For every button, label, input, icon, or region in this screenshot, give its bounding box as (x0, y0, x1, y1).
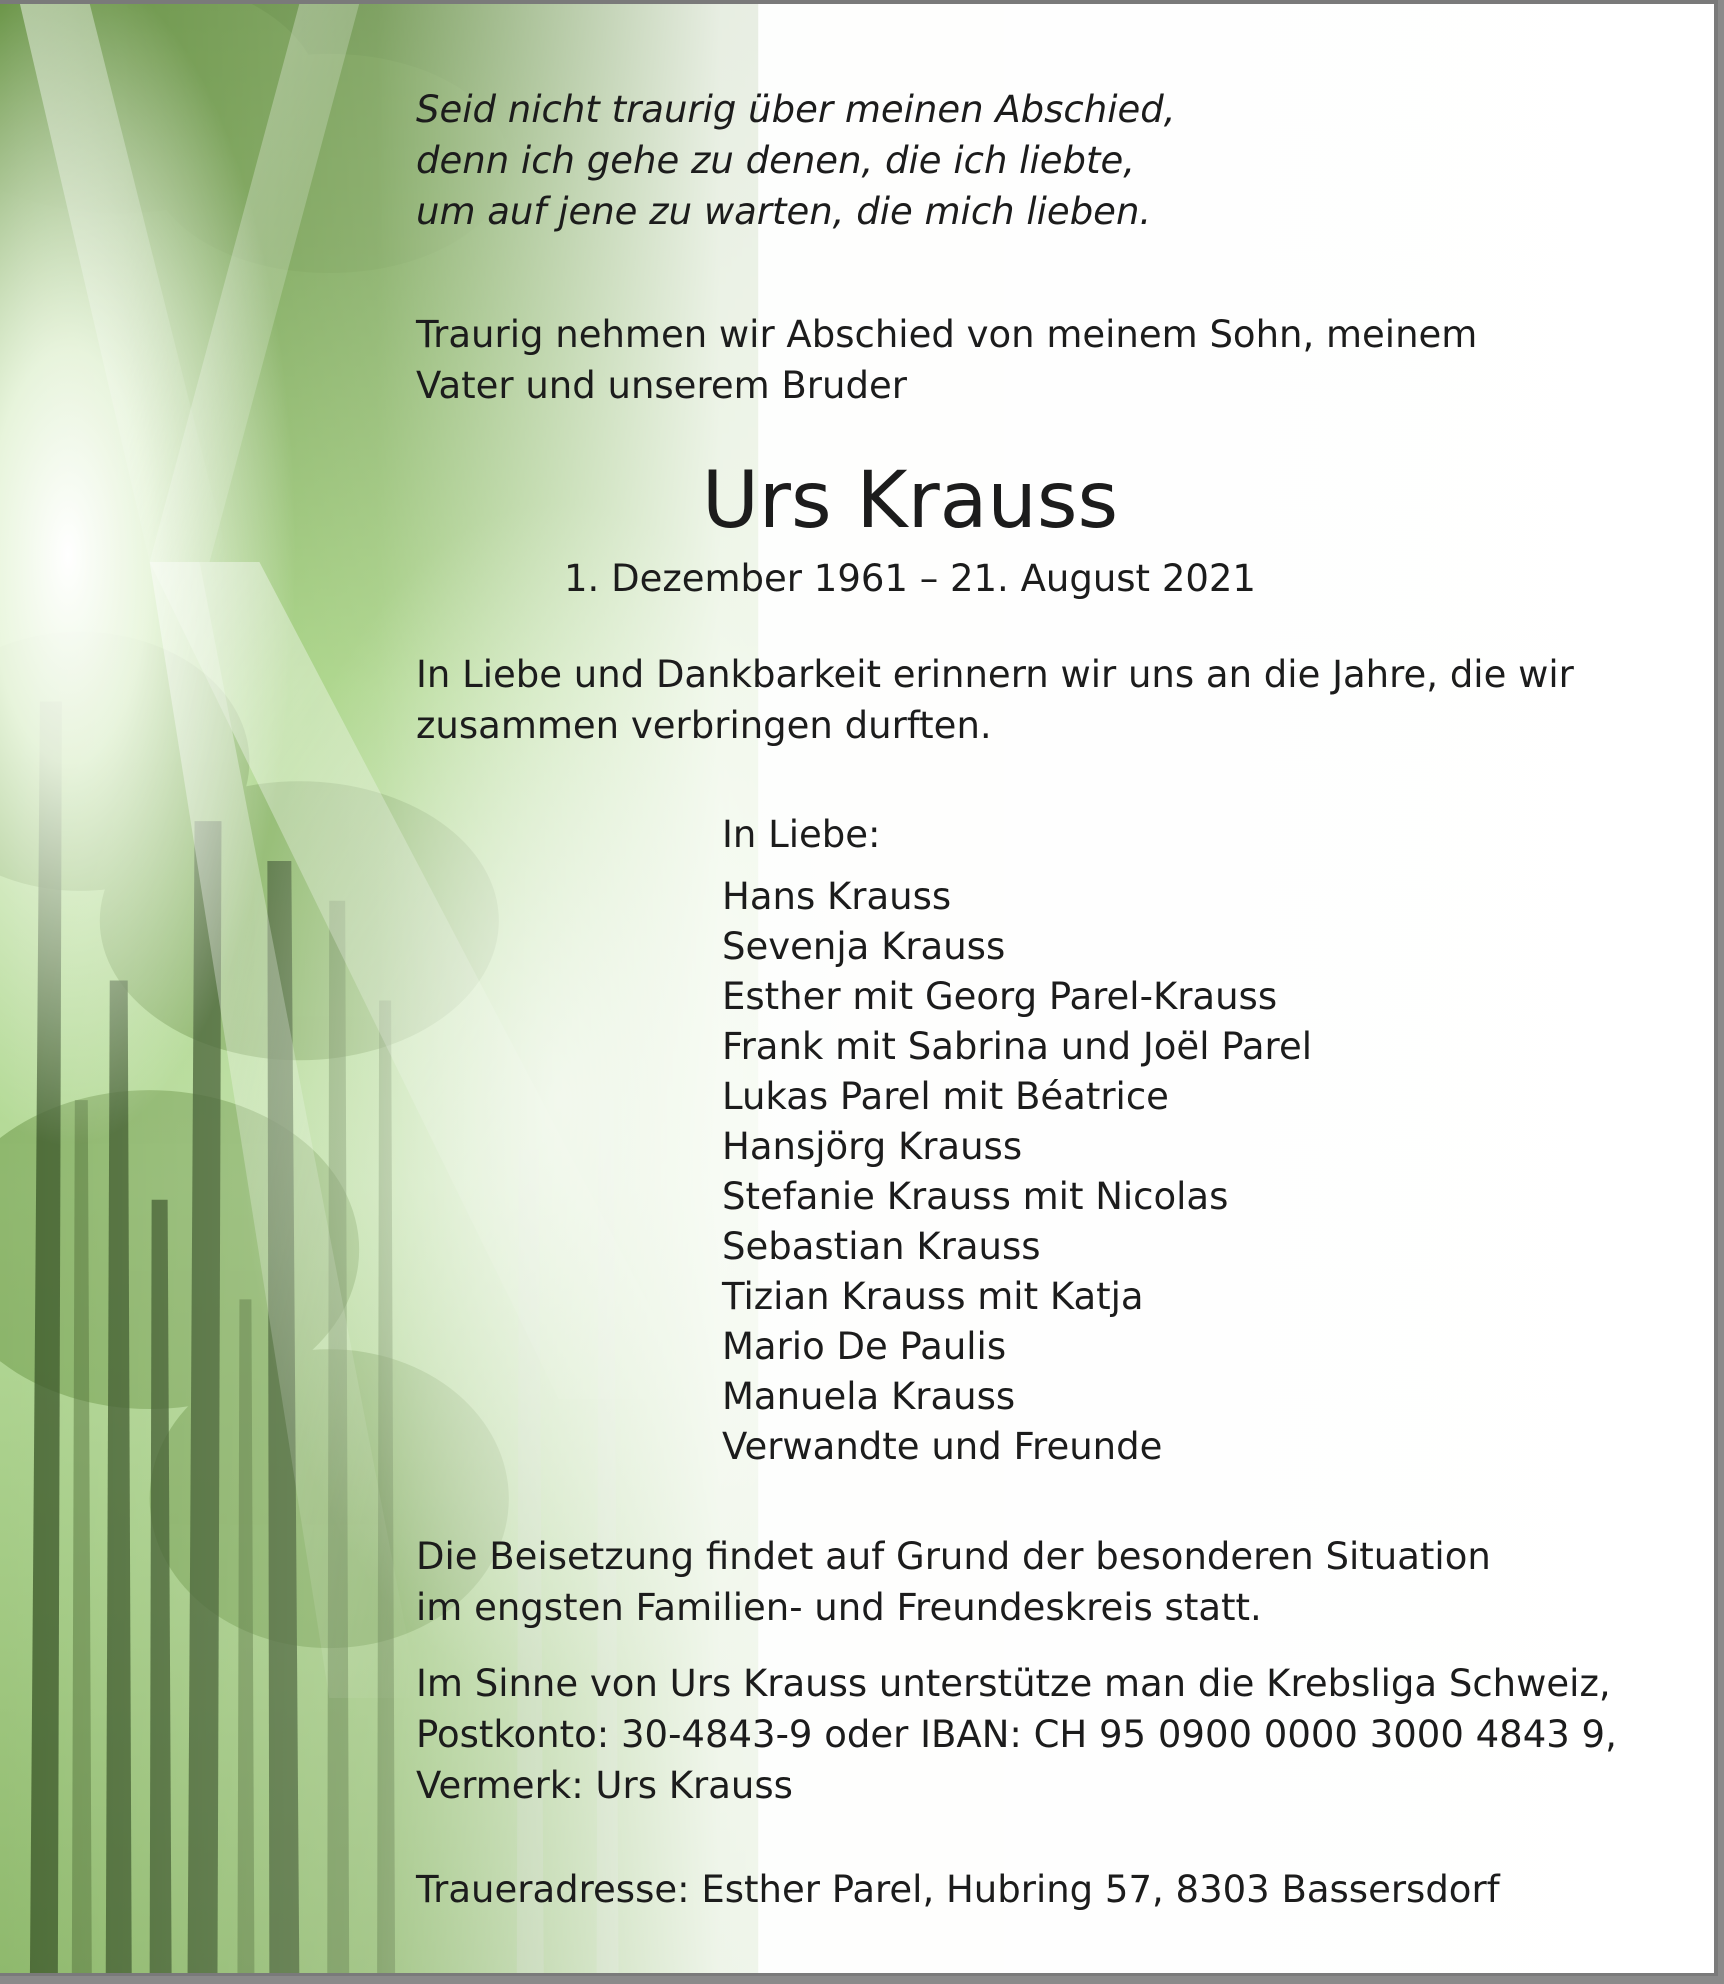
mourner-name: Sebastian Krauss (722, 1225, 1041, 1268)
poem-line: Seid nicht traurig über meinen Abschied, (416, 88, 1176, 131)
memory-text (416, 649, 1574, 751)
mourner-name: Hans Krauss (722, 875, 952, 918)
mourner-name: Tizian Krauss mit Katja (722, 1275, 1144, 1318)
intro-line: Vater und unserem Bruder (416, 364, 907, 407)
intro-text (416, 309, 1477, 411)
mourner-name: Sevenja Krauss (722, 925, 1006, 968)
mourners-heading: In Liebe: (722, 813, 881, 856)
mourner-name: Lukas Parel mit Béatrice (722, 1075, 1169, 1118)
poem-line: denn ich gehe zu denen, die ich liebte, (416, 139, 1136, 182)
donation-line: Postkonto: 30-4843-9 oder IBAN: CH 95 0900 0000 3000 4843 9, (416, 1713, 1617, 1756)
mourner-name: Hansjörg Krauss (722, 1125, 1023, 1168)
funeral-line: im engsten Familien- und Freundeskreis statt. (416, 1586, 1262, 1629)
funeral-line: Die Beisetzung findet auf Grund der besonderen Situation (416, 1535, 1491, 1578)
donation-line: Vermerk: Urs Krauss (416, 1764, 793, 1807)
mourner-name: Esther mit Georg Parel-Krauss (722, 975, 1278, 1018)
mourner-name: Frank mit Sabrina und Joël Parel (722, 1025, 1312, 1068)
mourner-name: Mario De Paulis (722, 1325, 1007, 1368)
memory-line: zusammen verbringen durften. (416, 704, 992, 747)
intro-line: Traurig nehmen wir Abschied von meinem Sohn, meinem (416, 313, 1478, 356)
mourner-name: Manuela Krauss (722, 1375, 1016, 1418)
poem-line: um auf jene zu warten, die mich lieben. (416, 190, 1152, 233)
donation-notice (416, 1658, 1617, 1811)
donation-line: Im Sinne von Urs Krauss unterstütze man die Krebsliga Schweiz, (416, 1662, 1611, 1705)
deceased-name: Urs Krauss (701, 456, 1119, 546)
mourning-address: Traueradresse: Esther Parel, Hubring 57, 8303 Bassersdorf (416, 1868, 1500, 1911)
memory-line: In Liebe und Dankbarkeit erinnern wir uns an die Jahre, die wir (416, 653, 1574, 696)
mourner-name: Stefanie Krauss mit Nicolas (722, 1175, 1229, 1218)
life-dates: 1. Dezember 1961 – 21. August 2021 (564, 557, 1256, 600)
mourner-name: Verwandte und Freunde (722, 1425, 1163, 1468)
poem (416, 84, 1176, 237)
mourners-list (722, 872, 1312, 1472)
funeral-notice (416, 1531, 1491, 1633)
